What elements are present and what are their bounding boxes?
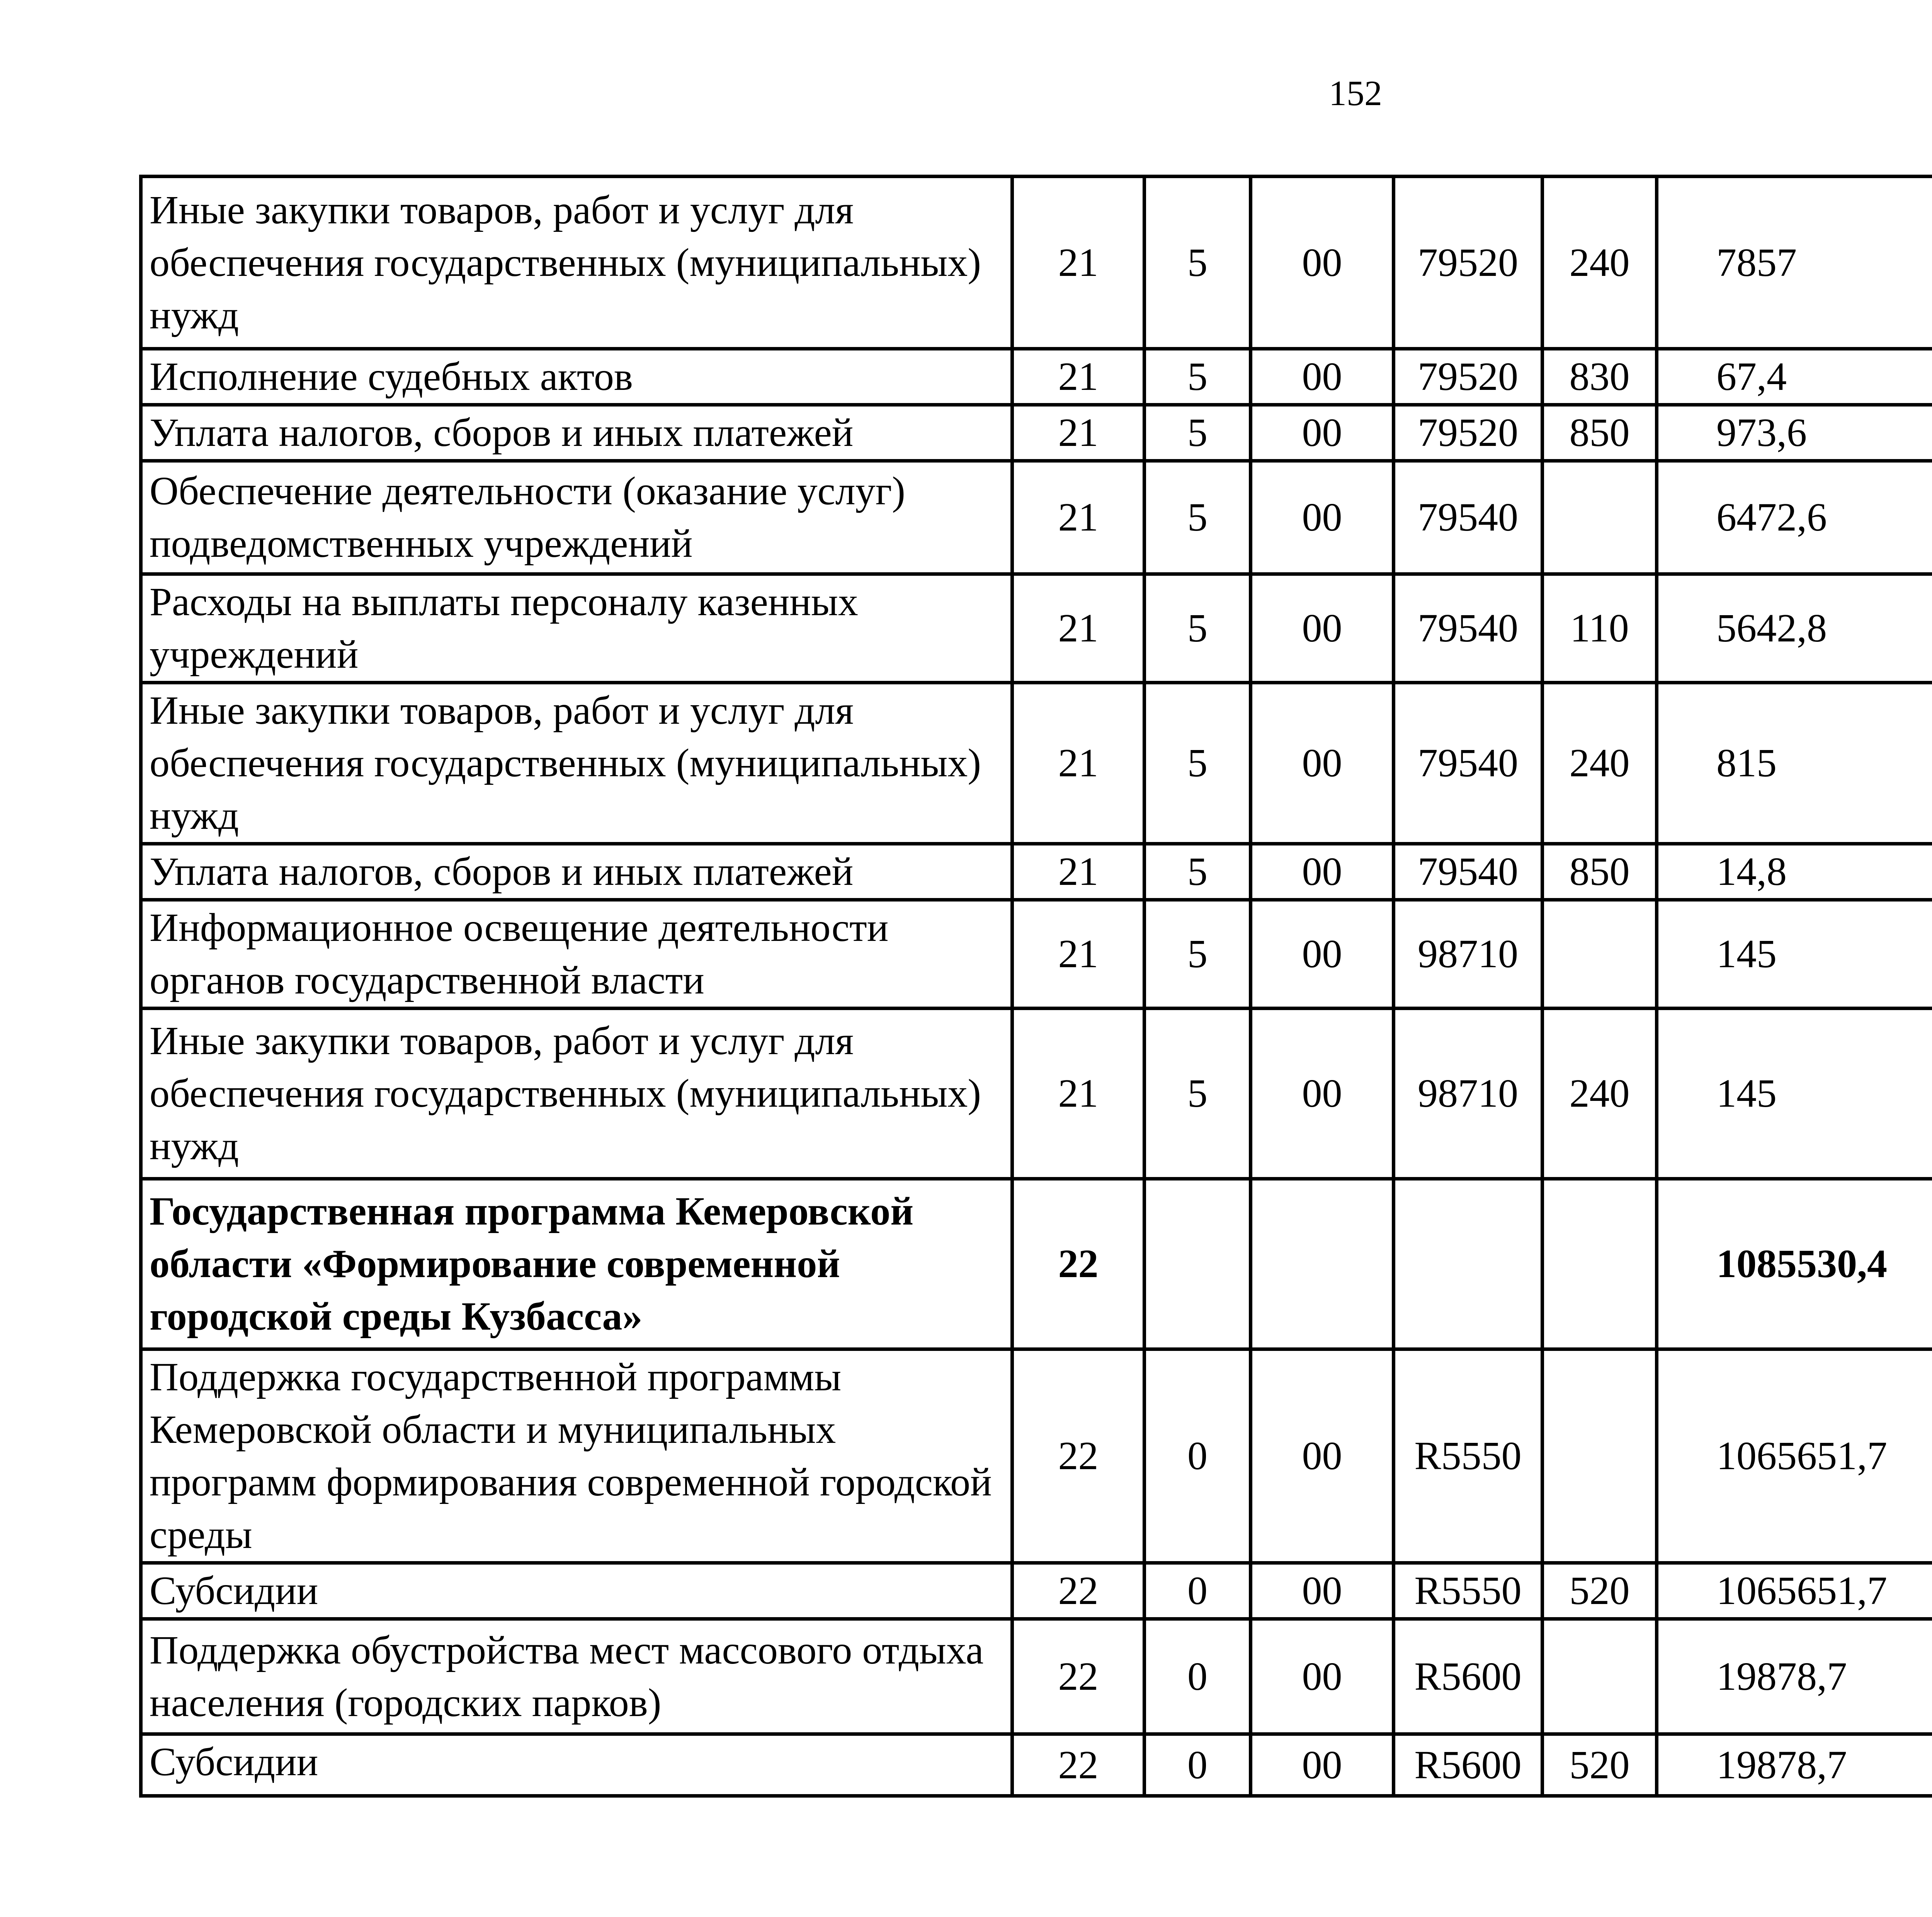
row-name: Иные закупки товаров, работ и услуг для обеспечения государственных (муниципальных) нужд	[141, 177, 1012, 349]
row-name: Исполнение судебных актов	[141, 349, 1012, 405]
row-name: Уплата налогов, сборов и иных платежей	[141, 405, 1012, 461]
table-row-program-total	[141, 1179, 1932, 1349]
cell-code-3: 00	[1251, 683, 1394, 844]
table-row	[141, 683, 1932, 844]
table-row	[141, 349, 1932, 405]
cell-code-5: 520	[1543, 1734, 1657, 1796]
cell-value-1: 815	[1657, 683, 1932, 844]
cell-code-2: 5	[1145, 349, 1251, 405]
cell-code-1: 22	[1012, 1563, 1145, 1619]
cell-code-1: 21	[1012, 574, 1145, 683]
row-name: Информационное освещение деятельности органов государственной власти	[141, 900, 1012, 1009]
cell-code-1: 22	[1012, 1179, 1145, 1349]
cell-code-5: 240	[1543, 177, 1657, 349]
cell-value-1: 67,4	[1657, 349, 1932, 405]
cell-code-4: R5550	[1394, 1563, 1543, 1619]
table-row	[141, 844, 1932, 900]
table-row	[141, 1349, 1932, 1563]
cell-code-3: 00	[1251, 574, 1394, 683]
cell-code-3: 00	[1251, 1563, 1394, 1619]
cell-code-4: 79540	[1394, 461, 1543, 574]
row-name: Иные закупки товаров, работ и услуг для обеспечения государственных (муниципальных) нужд	[141, 683, 1012, 844]
table-row	[141, 461, 1932, 574]
cell-code-4: 98710	[1394, 900, 1543, 1009]
cell-value-1: 19878,7	[1657, 1734, 1932, 1796]
cell-code-4: R5550	[1394, 1349, 1543, 1563]
row-name: Иные закупки товаров, работ и услуг для обеспечения государственных (муниципальных) нужд	[141, 1009, 1012, 1179]
cell-code-3: 00	[1251, 177, 1394, 349]
page-number: 152	[1329, 73, 1382, 113]
cell-code-2: 0	[1145, 1619, 1251, 1734]
cell-code-5: 850	[1543, 405, 1657, 461]
cell-code-5: 240	[1543, 1009, 1657, 1179]
cell-code-4: 79540	[1394, 683, 1543, 844]
cell-code-4: 79540	[1394, 844, 1543, 900]
cell-code-2: 5	[1145, 461, 1251, 574]
row-name: Расходы на выплаты персоналу казенных учреждений	[141, 574, 1012, 683]
cell-code-1: 21	[1012, 1009, 1145, 1179]
cell-value-1: 6472,6	[1657, 461, 1932, 574]
cell-value-1: 1065651,7	[1657, 1563, 1932, 1619]
cell-code-3: 00	[1251, 461, 1394, 574]
cell-value-1: 7857	[1657, 177, 1932, 349]
row-name: Поддержка государственной программы Кемеровской области и муниципальных программ формирования современной городской среды	[141, 1349, 1012, 1563]
table-row	[141, 1619, 1932, 1734]
cell-code-2: 5	[1145, 844, 1251, 900]
cell-code-2	[1145, 1179, 1251, 1349]
cell-code-4: R5600	[1394, 1734, 1543, 1796]
cell-code-1: 22	[1012, 1349, 1145, 1563]
cell-code-5: 850	[1543, 844, 1657, 900]
cell-code-5	[1543, 1349, 1657, 1563]
cell-code-5: 520	[1543, 1563, 1657, 1619]
cell-code-1: 21	[1012, 349, 1145, 405]
cell-code-3: 00	[1251, 844, 1394, 900]
cell-code-3: 00	[1251, 405, 1394, 461]
row-name: Субсидии	[141, 1563, 1012, 1619]
cell-code-5: 240	[1543, 683, 1657, 844]
cell-code-2: 5	[1145, 405, 1251, 461]
cell-code-2: 5	[1145, 574, 1251, 683]
row-name: Уплата налогов, сборов и иных платежей	[141, 844, 1012, 900]
cell-code-1: 21	[1012, 900, 1145, 1009]
cell-code-1: 21	[1012, 844, 1145, 900]
cell-code-2: 5	[1145, 177, 1251, 349]
row-name: Поддержка обустройства мест массового отдыха населения (городских парков)	[141, 1619, 1012, 1734]
cell-code-2: 5	[1145, 900, 1251, 1009]
cell-code-2: 0	[1145, 1734, 1251, 1796]
cell-code-1: 22	[1012, 1619, 1145, 1734]
cell-value-1: 145	[1657, 1009, 1932, 1179]
cell-code-3: 00	[1251, 349, 1394, 405]
cell-code-3: 00	[1251, 1009, 1394, 1179]
table-row	[141, 1734, 1932, 1796]
cell-code-1: 21	[1012, 405, 1145, 461]
cell-code-2: 5	[1145, 683, 1251, 844]
row-name: Государственная программа Кемеровской области «Формирование современной городской среды Кузбасса»	[141, 1179, 1012, 1349]
cell-code-4: 79520	[1394, 405, 1543, 461]
cell-code-4: 79520	[1394, 349, 1543, 405]
cell-value-1: 5642,8	[1657, 574, 1932, 683]
cell-code-5	[1543, 461, 1657, 574]
table-row	[141, 405, 1932, 461]
cell-code-4: R5600	[1394, 1619, 1543, 1734]
table-row	[141, 900, 1932, 1009]
cell-code-4: 79540	[1394, 574, 1543, 683]
cell-code-4: 79520	[1394, 177, 1543, 349]
cell-code-2: 5	[1145, 1009, 1251, 1179]
cell-code-5: 830	[1543, 349, 1657, 405]
cell-code-5: 110	[1543, 574, 1657, 683]
cell-value-1: 14,8	[1657, 844, 1932, 900]
row-name: Обеспечение деятельности (оказание услуг) подведомственных учреждений	[141, 461, 1012, 574]
cell-code-4	[1394, 1179, 1543, 1349]
cell-code-2: 0	[1145, 1563, 1251, 1619]
cell-code-3: 00	[1251, 1349, 1394, 1563]
cell-code-3: 00	[1251, 1619, 1394, 1734]
cell-code-3: 00	[1251, 1734, 1394, 1796]
table-row	[141, 177, 1932, 349]
cell-value-1: 1065651,7	[1657, 1349, 1932, 1563]
cell-code-5	[1543, 900, 1657, 1009]
cell-code-1: 21	[1012, 177, 1145, 349]
cell-code-1: 21	[1012, 683, 1145, 844]
cell-code-2: 0	[1145, 1349, 1251, 1563]
cell-value-1: 145	[1657, 900, 1932, 1009]
budget-table	[139, 175, 1932, 1798]
row-name: Субсидии	[141, 1734, 1012, 1796]
cell-code-5	[1543, 1179, 1657, 1349]
cell-value-1: 19878,7	[1657, 1619, 1932, 1734]
table-row	[141, 1009, 1932, 1179]
cell-value-1: 1085530,4	[1657, 1179, 1932, 1349]
cell-code-3	[1251, 1179, 1394, 1349]
table-row	[141, 574, 1932, 683]
table-row	[141, 1563, 1932, 1619]
cell-code-1: 22	[1012, 1734, 1145, 1796]
cell-code-5	[1543, 1619, 1657, 1734]
cell-code-4: 98710	[1394, 1009, 1543, 1179]
cell-code-3: 00	[1251, 900, 1394, 1009]
cell-value-1: 973,6	[1657, 405, 1932, 461]
cell-code-1: 21	[1012, 461, 1145, 574]
